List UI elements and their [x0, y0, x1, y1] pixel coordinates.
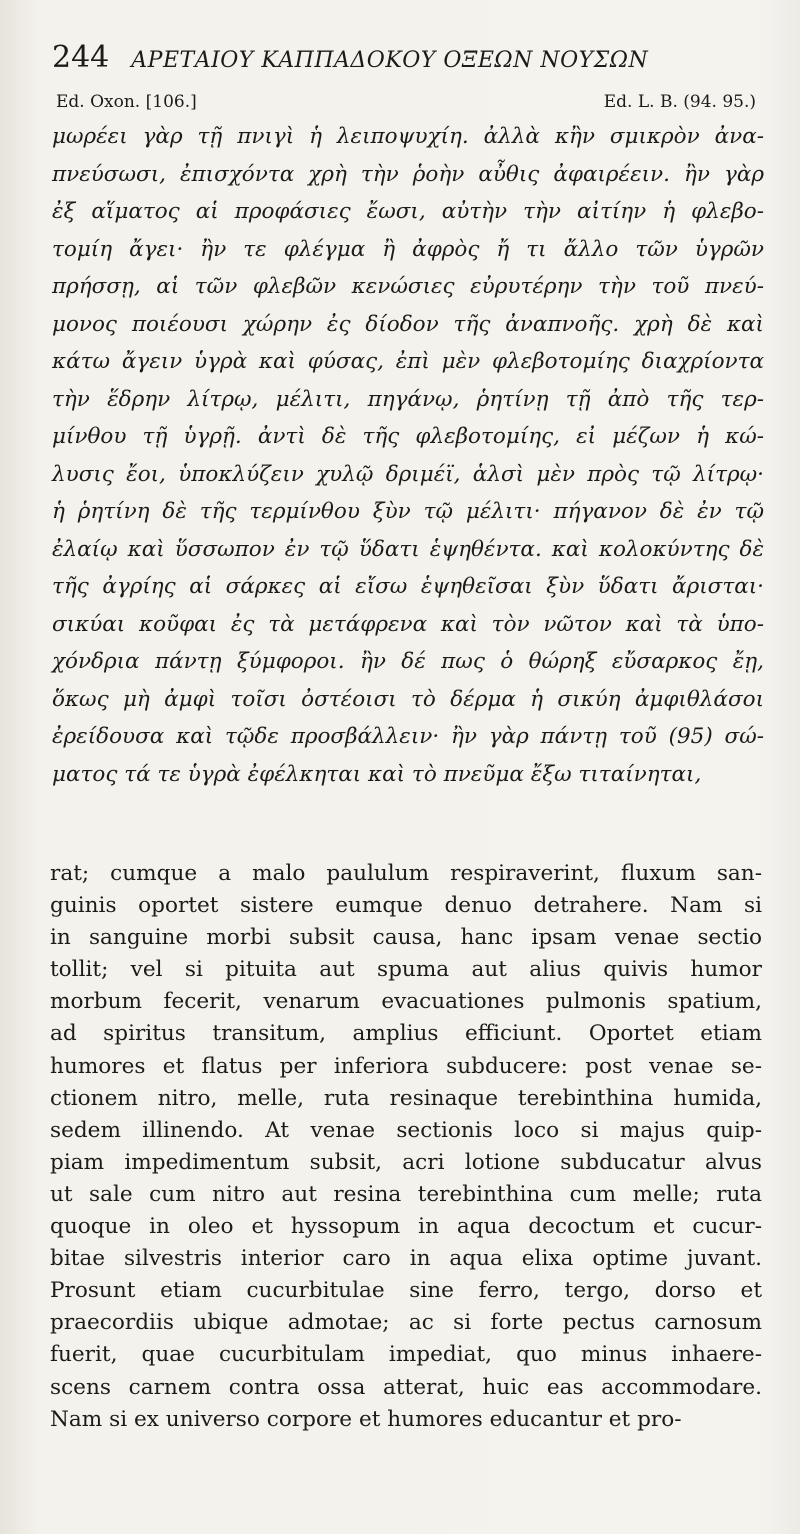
latin-text-line: humores et flatus per inferiora subducere: post venae se- — [50, 1053, 762, 1079]
greek-text-line: μονος ποιέουσι χώρην ἐς δίοδον τῆς ἀναπνοῆς. χρὴ δὲ καὶ — [52, 311, 764, 337]
greek-text-line: πρήσσῃ, αἱ τῶν φλεβῶν κενώσιες εὐρυτέρην τὴν τοῦ πνεύ- — [52, 274, 764, 299]
greek-text-line: ἡ ῥητίνη δὲ τῆς τερμίνθου ξὺν τῷ μέλιτι· πήγανον δὲ ἐν τῷ — [52, 499, 764, 524]
page-header — [52, 40, 752, 80]
latin-text-line: quoque in oleo et hyssopum in aqua decoctum et cucur- — [50, 1214, 762, 1240]
greek-text-line: σικύαι κοῦφαι ἐς τὰ μετάφρενα καὶ τὸν νῶτον καὶ τὰ ὑπο- — [52, 611, 764, 637]
greek-text-line: πνεύσωσι, ἐπισχόντα χρὴ τὴν ῥοὴν αὖθις ἀφαιρέειν. ἢν γὰρ — [52, 161, 764, 187]
greek-text-line: ἐλαίῳ καὶ ὕσσωπον ἐν τῷ ὕδατι ἑψηθέντα. καὶ κολοκύντης δὲ — [52, 536, 764, 562]
greek-text-line: μίνθου τῇ ὑγρῇ. ἀντὶ δὲ τῆς φλεβοτομίης, εἰ μέζων ἡ κώ- — [52, 424, 764, 449]
greek-text-line: ἐξ αἵματος αἱ προφάσιες ἔωσι, αὐτὴν τὴν αἰτίην ἡ φλεβο- — [52, 199, 764, 224]
edition-left: Ed. Oxon. [106.] — [56, 92, 197, 112]
latin-text-line: rat; cumque a malo paululum respiraverint, fluxum san- — [50, 861, 762, 886]
latin-text-line: scens carnem contra ossa atterat, huic eas accommodare. — [50, 1374, 762, 1400]
greek-text-block — [52, 118, 764, 793]
greek-text-line: μωρέει γὰρ τῇ πνιγὶ ἡ λειποψυχίη. ἀλλὰ κἢν σμικρὸν ἀνα- — [52, 124, 764, 149]
page-number: 244 — [52, 40, 110, 75]
latin-text-line: Prosunt etiam cucurbitulae sine ferro, tergo, dorso et — [50, 1278, 762, 1304]
greek-text-line: ἐρείδουσα καὶ τῷδε προσβάλλειν· ἢν γὰρ πάντῃ τοῦ (95) σώ- — [52, 724, 764, 749]
latin-text-line: in sanguine morbi subsit causa, hanc ipsam venae sectio — [50, 925, 762, 951]
greek-text-line: λυσις ἔοι, ὑποκλύζειν χυλῷ δριμέϊ, ἁλσὶ μὲν πρὸς τῷ λίτρῳ· — [52, 461, 764, 487]
latin-text-line: morbum fecerit, venarum evacuationes pulmonis spatium, — [50, 989, 762, 1015]
greek-text-line: τῆς ἀγρίης αἱ σάρκες αἱ εἴσω ἑψηθεῖσαι ξὺν ὕδατι ἄρισται· — [52, 574, 764, 599]
greek-text-line: τομίη ἄγει· ἢν τε φλέγμα ἢ ἀφρὸς ἤ τι ἄλλο τῶν ὑγρῶν — [52, 236, 764, 262]
latin-text-line: praecordiis ubique admotae; ac si forte pectus carnosum — [50, 1310, 762, 1336]
latin-text-line: guinis oportet sistere eumque denuo detrahere. Nam si — [50, 893, 762, 919]
latin-text-line: fuerit, quae cucurbitulam impediat, quo minus inhaere- — [50, 1342, 762, 1368]
latin-text-line: Nam si ex universo corpore et humores educantur et pro- — [50, 1406, 682, 1432]
latin-text-line: piam impedimentum subsit, acri lotione subducatur alvus — [50, 1149, 762, 1175]
latin-text-line: ad spiritus transitum, amplius efficiunt. Oportet etiam — [50, 1021, 762, 1047]
greek-text-line: χόνδρια πάντῃ ξύμφοροι. ἢν δέ πως ὁ θώρηξ εὔσαρκος ἔῃ, — [52, 649, 764, 674]
greek-text-line: τὴν ἕδρην λίτρῳ, μέλιτι, πηγάνῳ, ῥητίνῃ τῇ ἀπὸ τῆς τερ- — [52, 386, 764, 412]
edition-right: Ed. L. B. (94. 95.) — [603, 92, 756, 112]
latin-text-line: bitae silvestris interior caro in aqua elixa optime juvant. — [50, 1246, 762, 1272]
running-title: ΑΡΕΤΑΙΟΥ ΚΑΠΠΑΔΟΚΟΥ ΟΞΕΩΝ ΝΟΥΣΩΝ — [131, 48, 649, 73]
greek-text-line: ματος τά τε ὑγρὰ ἐφέλκηται καὶ τὸ πνεῦμα ἔξω τιταίνηται, — [52, 761, 702, 787]
latin-text-line: tollit; vel si pituita aut spuma aut alius quivis humor — [50, 957, 762, 983]
greek-text-line: ὅκως μὴ ἀμφὶ τοῖσι ὀστέοισι τὸ δέρμα ἡ σικύη ἀμφιθλάσοι — [52, 686, 764, 712]
latin-text-line: ctionem nitro, melle, ruta resinaque terebinthina humida, — [50, 1085, 762, 1111]
latin-text-block — [50, 858, 762, 1436]
greek-text-line: κάτω ἄγειν ὑγρὰ καὶ φύσας, ἐπὶ μὲν φλεβοτομίης διαχρίοντα — [52, 349, 764, 374]
latin-text-line: sedem illinendo. At venae sectionis loco si majus quip- — [50, 1117, 762, 1143]
latin-text-line: ut sale cum nitro aut resina terebinthina cum melle; ruta — [50, 1181, 762, 1207]
edition-reference — [56, 92, 756, 112]
